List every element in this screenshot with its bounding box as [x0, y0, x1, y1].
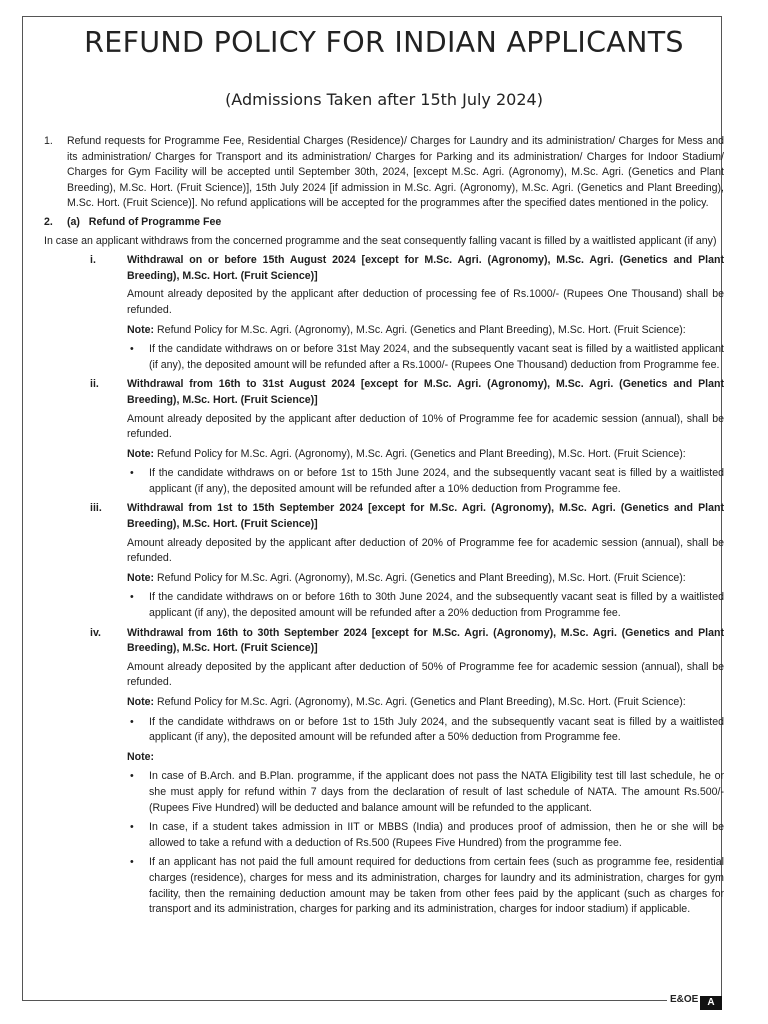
- subitem-number: iv.: [90, 626, 101, 639]
- subitem-heading: Withdrawal from 1st to 15th September 2024 [except for M.Sc. Agri. (Agronomy), M.Sc. Agri. (Genetics and Plant Breeding), M.Sc. Hort. (Fruit Science)]: [127, 502, 724, 531]
- note-label: Note:: [127, 323, 155, 336]
- subitem-number: ii.: [90, 378, 99, 391]
- subitem-note: [127, 571, 724, 587]
- subitem-number: iii.: [90, 502, 102, 515]
- note-label: Note:: [127, 696, 155, 708]
- bullet-text: In case, if a student takes admission in IIT or MBBS (India) and produces proof of admission, then he or she will be allowed to take a refund with a deduction of Rs.500 (Rupees Five Hundred) from the programme fee.: [149, 821, 724, 849]
- final-note-label: Note:: [127, 750, 155, 763]
- section-intro: In case an applicant withdraws from the concerned programme and the seat consequently falling vacant is filled by a waitlisted applicant (if any): [44, 234, 717, 247]
- subitem-heading: Withdrawal on or before 15th August 2024 [except for M.Sc. Agri. (Agronomy), M.Sc. Agri. (Genetics and Plant Breeding), M.Sc. Hort. (Fruit Science)]: [127, 254, 724, 282]
- eoe-label: E&OE: [670, 994, 699, 1005]
- page-subtitle: (Admissions Taken after 15th July 2024): [225, 90, 543, 109]
- bullet-icon: •: [130, 591, 134, 604]
- bullet-text: If the candidate withdraws on or before 16th to 30th June 2024, and the subsequently vacant seat is filled by a waitlisted applicant (if any), the deposited amount will be refunded after a 20% deduction from Programme fee.: [149, 591, 724, 620]
- item-1-text: Refund requests for Programme Fee, Residential Charges (Residence)/ Charges for Laundry and its administration/ Charges for Mess and its administration/ Charges for Transport and its administration/ Charges for Parking and its administration/ Charges for Indoor Stadium/ Charges for Gym Facility will be accepted until September 30th, 2024, [except M.Sc. Agri. (Agronomy), M.Sc. Agri. (Genetics and Plant Breeding), M.Sc. Hort. (Fruit Science)], 15th July 2024 [if admission in M.Sc. Agri. (Agronomy), M.Sc. Agri. (Genetics and Plant Breeding), M.Sc. Hort. (Fruit Science)]. No refund applications will be accepted for the programmes after the specified dates mentioned in the policy.: [67, 135, 724, 210]
- bullet-text: In case of B.Arch. and B.Plan. programme, if the applicant does not pass the NATA Eligibility test till last schedule, he or she must apply for refund within 7 days from the declaration of result of last schedule of NATA. The amount Rs.500/- (Rupees Five Hundred) will be deducted and balance amount will be refunded to the applicant.: [149, 770, 724, 814]
- subitem-i: [90, 253, 724, 373]
- subitem-text: Amount already deposited by the applicant after deduction of 10% of Programme fee for academic session (annual), shall be refunded.: [127, 412, 724, 441]
- bullet-icon: •: [130, 343, 134, 356]
- bullet-text: If the candidate withdraws on or before 1st to 15th July 2024, and the subsequently vacant seat is filled by a waitlisted applicant (if any), the deposited amount will be refunded after a 50% deduction from Programme fee.: [149, 715, 724, 744]
- item-2-heading: [44, 215, 724, 231]
- note-label: Note:: [127, 447, 155, 460]
- subitem-iv: [90, 626, 724, 918]
- page-badge: A: [700, 996, 722, 1010]
- note-text: Refund Policy for M.Sc. Agri. (Agronomy), M.Sc. Agri. (Genetics and Plant Breeding), M.Sc. Hort. (Fruit Science):: [157, 696, 686, 708]
- list-item: [127, 715, 724, 746]
- list-item: [127, 820, 724, 851]
- item-number: 2.: [44, 215, 53, 228]
- bullet-icon: •: [130, 715, 134, 728]
- bullet-icon: •: [130, 821, 134, 834]
- bullet-text: If an applicant has not paid the full amount required for deductions from certain fees (such as programme fee, residential charges (residence), charges for mess and its administration, charges for laundry and its administration, charges for gym facility, then the remaining deduction amount may be taken from other fees paid by the applicant (such as charges for transport and its administration, charges for parking and its administration, charges for indoor stadium) if applicable.: [149, 856, 724, 916]
- subitem-text: Amount already deposited by the applicant after deduction of 20% of Programme fee for academic session (annual), shall be refunded.: [127, 536, 724, 565]
- subitem-ii: [90, 377, 724, 497]
- bullet-icon: •: [130, 467, 134, 480]
- note-label: Note:: [127, 571, 155, 584]
- subitem-iii: [90, 501, 724, 621]
- bullet-icon: •: [130, 770, 134, 783]
- list-item: [127, 342, 724, 373]
- subitem-note: [127, 447, 724, 463]
- section-heading: Refund of Programme Fee: [88, 215, 222, 228]
- note-text: Refund Policy for M.Sc. Agri. (Agronomy), M.Sc. Agri. (Genetics and Plant Breeding), M.Sc. Hort. (Fruit Science):: [157, 323, 686, 336]
- subitem-heading: Withdrawal from 16th to 31st August 2024 [except for M.Sc. Agri. (Agronomy), M.Sc. Agri. (Genetics and Plant Breeding), M.Sc. Hort. (Fruit Science)]: [127, 378, 724, 406]
- note-text: Refund Policy for M.Sc. Agri. (Agronomy), M.Sc. Agri. (Genetics and Plant Breeding), M.Sc. Hort. (Fruit Science):: [157, 571, 686, 584]
- bullet-icon: •: [130, 856, 134, 869]
- list-item: [127, 769, 724, 816]
- item-1: [44, 134, 724, 212]
- subitem-note: [127, 323, 724, 339]
- subitem-text: Amount already deposited by the applicant after deduction of processing fee of Rs.1000/- (Rupees One Thousand) shall be refunded.: [127, 288, 724, 316]
- page-title: REFUND POLICY FOR INDIAN APPLICANTS: [84, 26, 684, 59]
- bullet-text: If the candidate withdraws on or before 31st May 2024, and the subsequently vacant seat is filled by a waitlisted applicant (if any), the deposited amount will be refunded after a Rs.1000/- (Rupees One Thousand) deduction from Programme fee.: [149, 343, 724, 371]
- note-text: Refund Policy for M.Sc. Agri. (Agronomy), M.Sc. Agri. (Genetics and Plant Breeding), M.Sc. Hort. (Fruit Science):: [157, 447, 686, 460]
- bullet-text: If the candidate withdraws on or before 1st to 15th June 2024, and the subsequently vacant seat is filled by a waitlisted applicant (if any), the deposited amount will be refunded after a 10% deduction from Programme fee.: [149, 467, 724, 495]
- list-item: [127, 466, 724, 497]
- list-item: [127, 855, 724, 917]
- list-item: [127, 590, 724, 621]
- subitem-heading: Withdrawal from 16th to 30th September 2024 [except for M.Sc. Agri. (Agronomy), M.Sc. Agri. (Genetics and Plant Breeding), M.Sc. Hort. (Fruit Science)]: [127, 626, 724, 655]
- section-label: (a): [67, 215, 80, 228]
- subitem-number: i.: [90, 254, 96, 267]
- item-number: 1.: [44, 135, 53, 147]
- document-body: [44, 134, 724, 918]
- subitem-note: [127, 695, 724, 711]
- footer-divider: [22, 1000, 667, 1001]
- subitem-text: Amount already deposited by the applicant after deduction of 50% of Programme fee for academic session (annual), shall be refunded.: [127, 660, 724, 689]
